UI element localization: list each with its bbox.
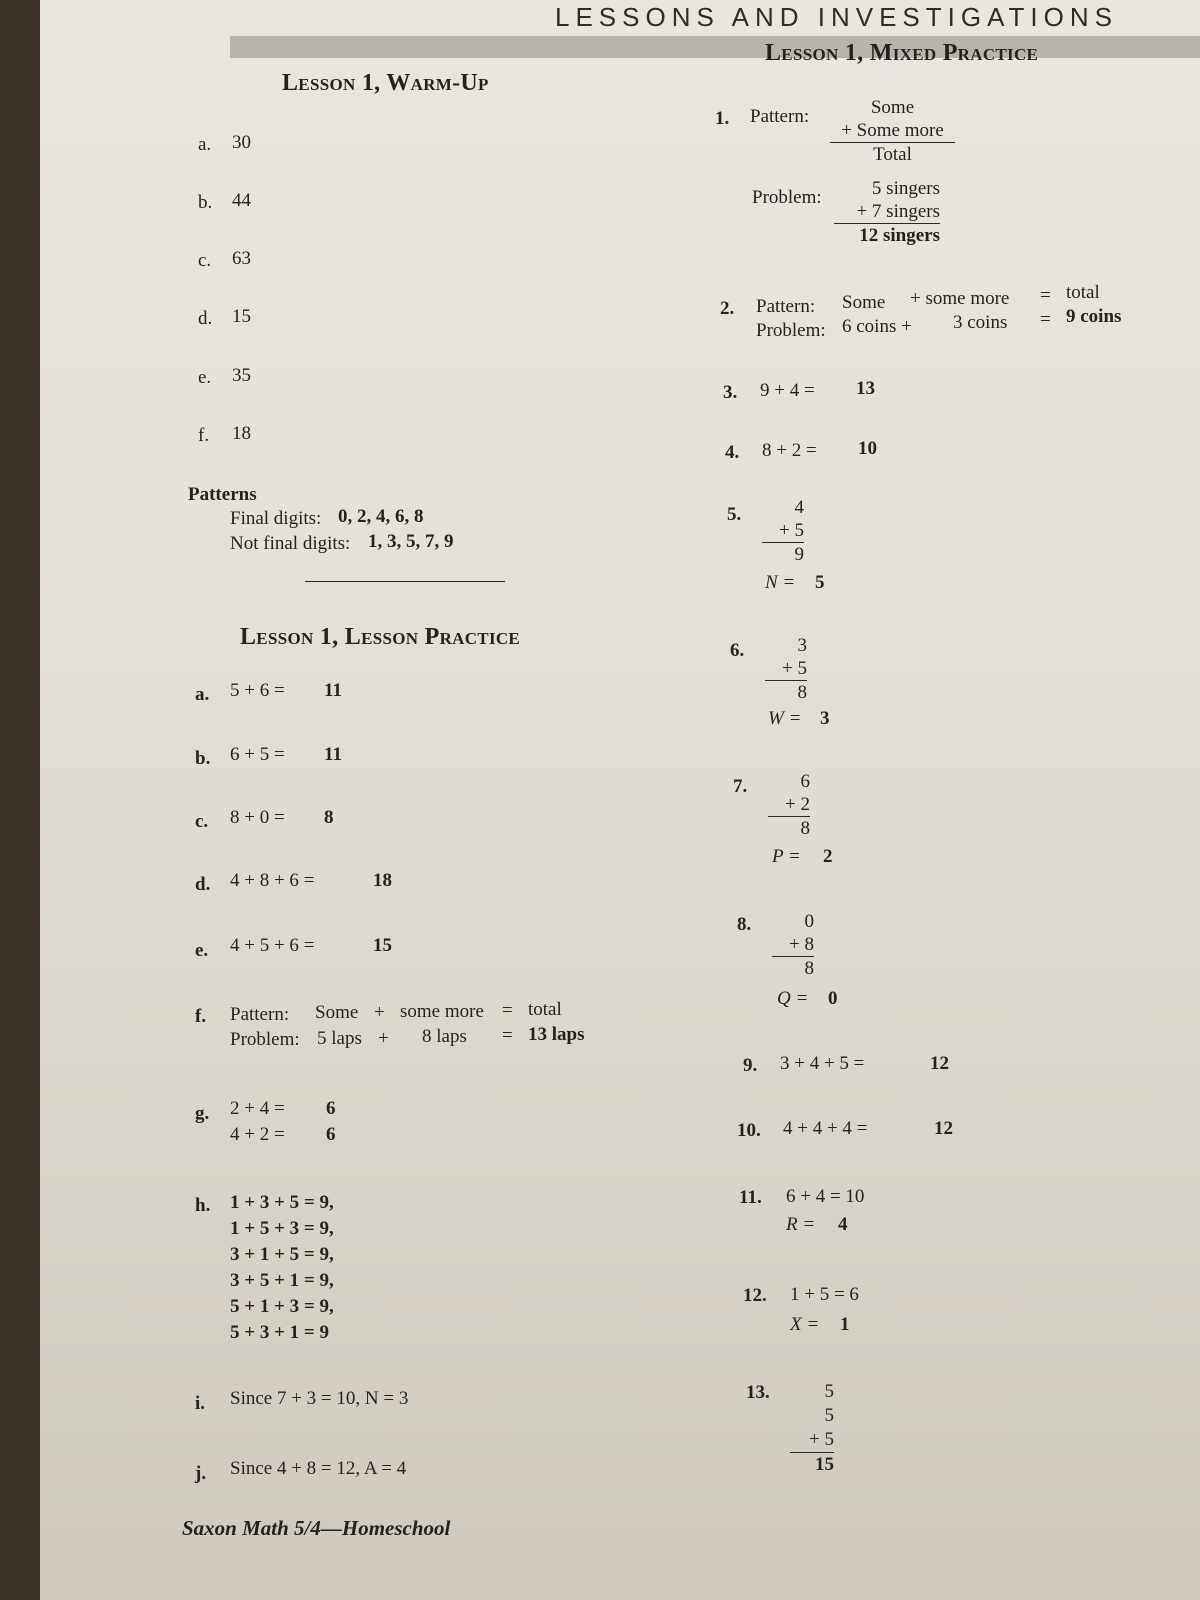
- mp-5-sum: 9: [794, 544, 804, 565]
- mp-8-ans: 0: [828, 988, 838, 1009]
- warmup-heading: Lesson 1, Warm-Up: [282, 70, 489, 96]
- lp-f-pattern-label: Pattern:: [230, 1004, 290, 1025]
- mp-13-stack: [790, 1380, 834, 1477]
- lp-ans-a: 11: [324, 680, 342, 701]
- lp-h-line-2: 1 + 5 + 3 = 9,: [230, 1218, 334, 1239]
- mp-1-pattern-line-1: Some: [870, 97, 915, 118]
- mp-1-problem-label: Problem:: [752, 187, 822, 208]
- lp-f-pattern-plus: +: [374, 1002, 385, 1023]
- lp-expr-a: 5 + 6 =: [230, 680, 285, 701]
- mp-6-ans: 3: [820, 708, 830, 729]
- mp-6-top: 3: [797, 635, 807, 656]
- mp-10-expr: 4 + 4 + 4 =: [783, 1118, 868, 1139]
- mp-num-5: 5.: [727, 504, 742, 525]
- mp-1-problem-line-3: 12 singers: [859, 225, 940, 246]
- mp-num-13: 13.: [746, 1382, 770, 1403]
- mp-num-12: 12.: [743, 1285, 767, 1306]
- mp-num-7: 7.: [733, 776, 748, 797]
- warmup-label-c: c.: [198, 250, 212, 271]
- lp-g-line2-expr: 4 + 2 =: [230, 1124, 285, 1145]
- mp-num-8: 8.: [737, 914, 752, 935]
- mp-6-sum: 8: [797, 682, 807, 703]
- lp-label-f: f.: [195, 1006, 207, 1027]
- mp-2-problem-b: 3 coins: [953, 312, 1008, 333]
- lp-expr-d: 4 + 8 + 6 =: [230, 870, 315, 891]
- lp-g-line1-expr: 2 + 4 =: [230, 1098, 285, 1119]
- mp-13-line-1: 5: [824, 1381, 834, 1402]
- mixed-practice-heading: Lesson 1, Mixed Practice: [765, 40, 1039, 66]
- mp-11-var: R =: [786, 1214, 816, 1235]
- mp-num-1: 1.: [715, 108, 730, 129]
- warmup-label-a: a.: [198, 134, 212, 155]
- warmup-label-d: d.: [198, 308, 213, 329]
- header-bar: [230, 36, 1200, 58]
- lp-ans-b: 11: [324, 744, 342, 765]
- mp-1-problem-line-2: + 7 singers: [834, 200, 940, 224]
- lp-label-i: i.: [195, 1393, 206, 1414]
- lesson-practice-heading: Lesson 1, Lesson Practice: [240, 624, 521, 650]
- lp-g-line1-ans: 6: [326, 1098, 336, 1119]
- mp-3-expr: 9 + 4 =: [760, 380, 815, 401]
- mp-2-pattern-label: Pattern:: [756, 296, 816, 317]
- mp-2-problem-a: 6 coins +: [842, 316, 912, 337]
- mp-1-problem-stack: [834, 177, 940, 247]
- mp-1-pattern-label: Pattern:: [750, 106, 810, 127]
- warmup-value-a: 30: [232, 132, 251, 153]
- lp-ans-d: 18: [373, 870, 392, 891]
- mp-num-6: 6.: [730, 640, 745, 661]
- mp-7-sum: 8: [800, 818, 810, 839]
- mp-13-line-3: + 5: [790, 1428, 834, 1453]
- lp-label-j: j.: [195, 1463, 207, 1484]
- mp-2-problem-ans: 9 coins: [1066, 306, 1122, 327]
- mp-num-9: 9.: [743, 1055, 758, 1076]
- mp-6-var: W =: [768, 708, 802, 729]
- mp-2-pattern-more: + some more: [910, 288, 1010, 309]
- warmup-label-f: f.: [198, 425, 210, 446]
- book-footer: Saxon Math 5/4—Homeschool: [182, 1516, 451, 1540]
- section-divider: [305, 581, 505, 582]
- mp-7-top: 6: [800, 771, 810, 792]
- warmup-value-d: 15: [232, 306, 251, 327]
- lp-label-a: a.: [195, 684, 210, 705]
- lp-label-c: c.: [195, 811, 209, 832]
- mp-5-var: N =: [765, 572, 796, 593]
- mp-num-10: 10.: [737, 1120, 761, 1141]
- mp-num-2: 2.: [720, 298, 735, 319]
- mp-11-expr: 6 + 4 = 10: [786, 1186, 865, 1207]
- running-head: LESSONS AND INVESTIGATIONS: [555, 2, 1118, 32]
- mp-2-pattern-total: total: [1066, 282, 1100, 303]
- lp-ans-e: 15: [373, 935, 392, 956]
- mp-2-pattern-some: Some: [842, 292, 886, 313]
- lp-f-problem-label: Problem:: [230, 1029, 300, 1050]
- mp-5-ans: 5: [815, 572, 825, 593]
- mp-2-problem-label: Problem:: [756, 320, 826, 341]
- warmup-label-b: b.: [198, 192, 213, 213]
- lp-f-pattern-some: Some: [315, 1002, 359, 1023]
- lp-expr-c: 8 + 0 =: [230, 807, 285, 828]
- warmup-value-f: 18: [232, 423, 251, 444]
- mp-5-add: + 5: [762, 519, 804, 543]
- mp-2-pattern-eq: =: [1040, 285, 1051, 306]
- lp-f-problem-b: 8 laps: [422, 1026, 467, 1047]
- lp-label-b: b.: [195, 748, 211, 769]
- lp-expr-e: 4 + 5 + 6 =: [230, 935, 315, 956]
- lp-f-pattern-more: some more: [400, 1001, 484, 1022]
- lp-f-problem-eq: =: [502, 1025, 513, 1046]
- lp-f-problem-plus: +: [378, 1028, 389, 1049]
- mp-4-ans: 10: [858, 438, 877, 459]
- final-digits-label: Final digits:: [230, 508, 322, 529]
- mp-num-4: 4.: [725, 442, 740, 463]
- mp-12-ans: 1: [840, 1314, 850, 1335]
- lp-f-problem-a: 5 laps: [317, 1028, 362, 1049]
- lp-label-h: h.: [195, 1195, 211, 1216]
- mp-3-ans: 13: [856, 378, 875, 399]
- mp-7-add: + 2: [768, 793, 810, 817]
- lp-h-line-6: 5 + 3 + 1 = 9: [230, 1322, 329, 1343]
- mp-13-line-2: 5: [824, 1405, 834, 1426]
- mp-11-ans: 4: [838, 1214, 848, 1235]
- mp-9-expr: 3 + 4 + 5 =: [780, 1053, 865, 1074]
- lp-label-e: e.: [195, 940, 209, 961]
- mp-num-3: 3.: [723, 382, 738, 403]
- lp-f-pattern-eq: =: [502, 1000, 513, 1021]
- mp-7-ans: 2: [823, 846, 833, 867]
- lp-h-line-1: 1 + 3 + 5 = 9,: [230, 1192, 334, 1213]
- warmup-value-b: 44: [232, 190, 251, 211]
- mp-1-pattern-line-3: Total: [873, 144, 912, 165]
- mp-13-sum: 15: [815, 1454, 834, 1475]
- mp-5-top: 4: [794, 497, 804, 518]
- mp-1-problem-line-1: 5 singers: [871, 178, 940, 199]
- mp-10-ans: 12: [934, 1118, 953, 1139]
- not-final-digits-label: Not final digits:: [230, 533, 351, 554]
- not-final-digits-value: 1, 3, 5, 7, 9: [368, 531, 454, 552]
- mp-7-var: P =: [772, 846, 801, 867]
- mp-8-stack: [772, 910, 814, 980]
- answer-key-page: [40, 0, 1200, 1600]
- mp-8-add: + 8: [772, 933, 814, 957]
- lp-h-line-3: 3 + 1 + 5 = 9,: [230, 1244, 334, 1265]
- mp-8-sum: 8: [804, 958, 814, 979]
- lp-j-text: Since 4 + 8 = 12, A = 4: [230, 1458, 407, 1479]
- warmup-value-c: 63: [232, 248, 251, 269]
- mp-1-pattern-line-2: + Some more: [830, 119, 955, 143]
- patterns-title: Patterns: [188, 484, 257, 505]
- mp-6-stack: [765, 634, 807, 704]
- lp-label-d: d.: [195, 874, 211, 895]
- lp-label-g: g.: [195, 1103, 210, 1124]
- mp-9-ans: 12: [930, 1053, 949, 1074]
- mp-12-var: X =: [790, 1314, 820, 1335]
- warmup-label-e: e.: [198, 367, 212, 388]
- lp-h-line-4: 3 + 5 + 1 = 9,: [230, 1270, 334, 1291]
- mp-12-expr: 1 + 5 = 6: [790, 1284, 859, 1305]
- mp-2-problem-eq: =: [1040, 309, 1051, 330]
- mp-6-add: + 5: [765, 657, 807, 681]
- mp-num-11: 11.: [739, 1187, 762, 1208]
- lp-h-line-5: 5 + 1 + 3 = 9,: [230, 1296, 334, 1317]
- lp-expr-b: 6 + 5 =: [230, 744, 285, 765]
- final-digits-value: 0, 2, 4, 6, 8: [338, 506, 424, 527]
- warmup-value-e: 35: [232, 365, 251, 386]
- mp-8-top: 0: [804, 911, 814, 932]
- mp-5-stack: [762, 496, 804, 566]
- lp-g-line2-ans: 6: [326, 1124, 336, 1145]
- mp-1-pattern-stack: [830, 96, 955, 166]
- mp-4-expr: 8 + 2 =: [762, 440, 817, 461]
- lp-f-problem-ans: 13 laps: [528, 1024, 585, 1045]
- lp-i-text: Since 7 + 3 = 10, N = 3: [230, 1388, 409, 1409]
- mp-7-stack: [768, 770, 810, 840]
- lp-f-pattern-total: total: [528, 999, 562, 1020]
- mp-8-var: Q =: [777, 988, 809, 1009]
- lp-ans-c: 8: [324, 807, 334, 828]
